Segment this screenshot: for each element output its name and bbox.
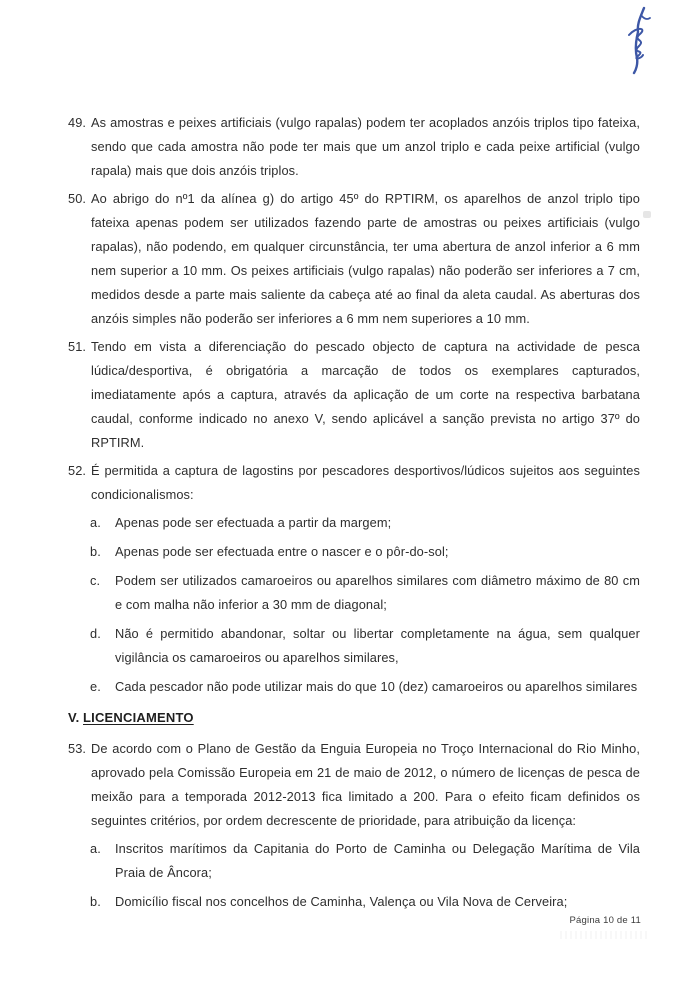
list-item-52	[68, 459, 640, 507]
item-text: As amostras e peixes artificiais (vulgo rapalas) podem ter acoplados anzóis triplos tipo fateixa, sendo que cada amostra não pode ter mais que um anzol triplo e cada peixe artificial (vulgo rapala) mais que dois anzóis triplos.	[91, 115, 640, 178]
ink-stroke	[641, 15, 650, 19]
list-item-49	[68, 111, 640, 183]
sublist-text: Apenas pode ser efectuada a partir da margem;	[115, 515, 392, 530]
sublist-letter: b.	[90, 894, 101, 909]
sublist-52	[90, 511, 640, 699]
sublist-text: Não é permitido abandonar, soltar ou libertar completamente na água, sem qualquer vigilância os camaroeiros ou aparelhos similares,	[115, 626, 640, 665]
sublist-text: Domicílio fiscal nos concelhos de Caminha, Valença ou Vila Nova de Cerveira;	[115, 894, 568, 909]
sublist-item-a	[90, 837, 640, 885]
sublist-item-b	[90, 540, 640, 564]
blue-ink-initials-handwriting	[616, 5, 660, 77]
item-text: Ao abrigo do nº1 da alínea g) do artigo 45º do RPTIRM, os aparelhos de anzol triplo tipo fateixa apenas podem ser utilizados fazendo parte de amostras ou peixes artificiais (vulgo rapalas), não podendo, em qualquer circunstância, ter uma abertura de anzol inferior a 6 mm nem superior a 10 mm. Os peixes artificiais (vulgo rapalas) não poderão ser inferiores a 7 cm, medidos desde a parte mais saliente da cabeça até ao final da aleta caudal. As aberturas dos anzóis simples não poderão ser inferiores a 6 mm nem superiores a 10 mm.	[91, 191, 640, 326]
sublist-text: Inscritos marítimos da Capitania do Porto de Caminha ou Delegação Marítima de Vila Praia de Âncora;	[115, 841, 640, 880]
list-item-53	[68, 737, 640, 833]
sublist-text: Apenas pode ser efectuada entre o nascer e o pôr-do-sol;	[115, 544, 449, 559]
section-title: LICENCIAMENTO	[83, 710, 194, 725]
item-number: 49.	[68, 115, 87, 130]
document-body	[68, 111, 640, 919]
sublist-item-d	[90, 622, 640, 670]
sublist-item-b	[90, 890, 640, 914]
sublist-text: Cada pescador não pode utilizar mais do que 10 (dez) camaroeiros ou aparelhos similares	[115, 679, 638, 694]
sublist-item-c	[90, 569, 640, 617]
item-text: De acordo com o Plano de Gestão da Enguia Europeia no Troço Internacional do Rio Minho, aprovado pela Comissão Europeia em 21 de maio de 2012, o número de licenças de pesca de meixão para a temporada 2012-2013 fica limitado a 200. Para o efeito ficam definidos os seguintes critérios, por ordem decrescente de prioridade, para atribuição da licença:	[91, 741, 640, 828]
sublist-text: Podem ser utilizados camaroeiros ou aparelhos similares com diâmetro máximo de 80 cm e com malha não inferior a 30 mm de diagonal;	[115, 573, 640, 612]
sublist-letter: b.	[90, 544, 101, 559]
item-text: É permitida a captura de lagostins por pescadores desportivos/lúdicos sujeitos aos seguintes condicionalismos:	[91, 463, 640, 502]
item-number: 53.	[68, 741, 87, 756]
section-heading-licenciamento	[68, 706, 640, 730]
sublist-letter: e.	[90, 679, 101, 694]
sublist-item-a	[90, 511, 640, 535]
item-number: 50.	[68, 191, 87, 206]
item-number: 52.	[68, 463, 87, 478]
scan-speck	[560, 931, 650, 939]
section-numeral: V.	[68, 710, 80, 725]
item-text: Tendo em vista a diferenciação do pescado objecto de captura na actividade de pesca lúdica/desportiva, é obrigatória a marcação de todos os exemplares capturados, imediatamente após a captura, através da aplicação de um corte na respectiva barbatana caudal, conforme indicado no anexo V, sendo aplicável a sanção prevista no artigo 37º do RPTIRM.	[91, 339, 640, 450]
scan-speck	[643, 211, 651, 218]
page-number-footer: Página 10 de 11	[569, 915, 641, 926]
list-item-51	[68, 335, 640, 455]
item-number: 51.	[68, 339, 87, 354]
sublist-53	[90, 837, 640, 914]
sublist-letter: a.	[90, 515, 101, 530]
sublist-letter: c.	[90, 573, 101, 588]
list-item-50	[68, 187, 640, 331]
sublist-letter: a.	[90, 841, 101, 856]
sublist-letter: d.	[90, 626, 101, 641]
sublist-item-e	[90, 675, 640, 699]
